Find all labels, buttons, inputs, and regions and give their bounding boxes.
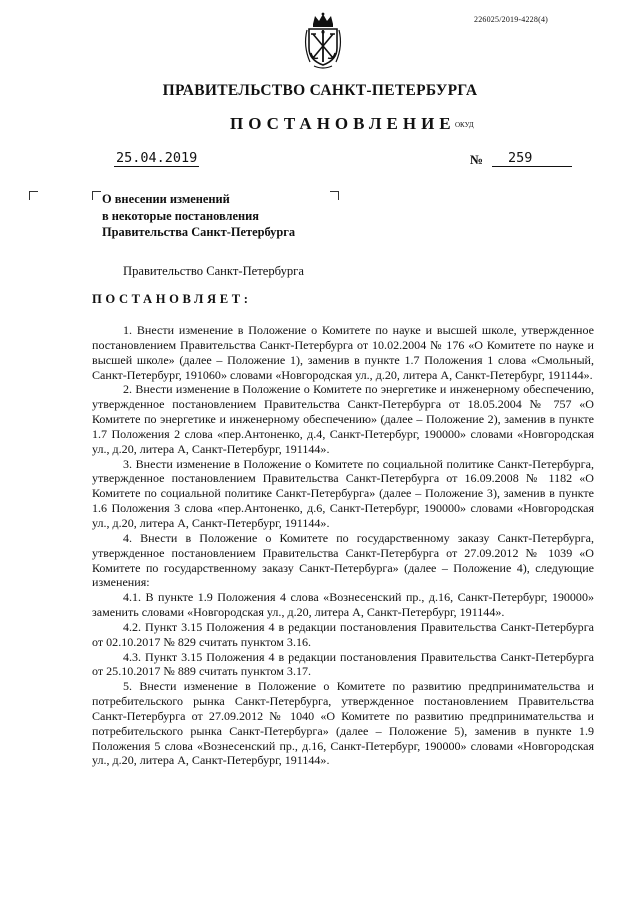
- okud-label: ОКУД: [455, 121, 474, 129]
- document-body: [92, 323, 594, 768]
- paragraph-2: 2. Внести изменение в Положение о Комитете по энергетике и инженерному обеспечению, утвержденное постановлением Правительства Санкт-Петербурга от 18.05.2004 № 757 «О Комитете по энергетике и инженерному обеспечению» (далее – Положение 2), заменив в пункте 1.7 Положения 2 слова «пер.Антоненко, д.4, Санкт-Петербург, 190000» словами «Новгородская ул., д.20, литера А, Санкт-Петербург, 191144».: [92, 382, 594, 456]
- subject-line: в некоторые постановления: [102, 208, 259, 223]
- document-code: 226025/2019-4228(4): [474, 15, 549, 24]
- subject-line: О внесении изменений: [102, 192, 230, 206]
- paragraph-4: 4. Внести в Положение о Комитете по государственному заказу Санкт-Петербурга, утвержденное постановлением Правительства Санкт-Петербурга от 27.09.2012 № 1039 «О Комитете по государственному заказу Санкт-Петербурга» (далее – Положение 4), следующие изменения:: [92, 530, 594, 590]
- document-subject: [102, 191, 295, 241]
- paragraph-4-1: 4.1. В пункте 1.9 Положения 4 слова «Вознесенский пр., д.16, Санкт-Петербург, 190000» заменить словами «Новгородская ул., д.20, литера А, Санкт-Петербург, 191144».: [92, 590, 594, 620]
- subject-corner-left: [92, 191, 101, 200]
- paragraph-4-3: 4.3. Пункт 3.15 Положения 4 в редакции постановления Правительства Санкт-Петербурга от 25.10.2017 № 889 считать пунктом 3.17.: [92, 649, 594, 679]
- paragraph-1: 1. Внести изменение в Положение о Комитете по науке и высшей школе, утвержденное постановлением Правительства Санкт-Петербурга от 10.02.2004 № 176 «О Комитете по науке и высшей школе» (далее – Положение 1), заменив в пункте 1.7 Положения 1 слова «Смольный, Санкт-Петербург, 191060» словами «Новгородская ул., д.20, литера А, Санкт-Петербург, 191144».: [92, 323, 594, 382]
- document-date: 25.04.2019: [116, 150, 198, 166]
- document-number: 259: [492, 150, 572, 167]
- paragraph-4-2: 4.2. Пункт 3.15 Положения 4 в редакции постановления Правительства Санкт-Петербурга от 02.10.2017 № 829 считать пунктом 3.16.: [92, 619, 594, 649]
- subject-corner-right: [330, 191, 339, 200]
- resolves-heading: ПОСТАНОВЛЯЕТ:: [92, 292, 252, 306]
- subject-line: Правительства Санкт-Петербурга: [102, 225, 296, 239]
- paragraph-5: 5. Внести изменение в Положение о Комитете по развитию предпринимательства и потребительского рынка Санкт-Петербурга, утвержденное постановлением Правительства Санкт-Петербурга от 27.09.2012 № 1040 «О Комитете по развитию предпринимательства и потребительского рынка Санкт-Петербурга» (далее – Положение 5), заменив в пункте 1.9 Положения 5 слова «Вознесенский пр., д.16, Санкт-Петербург, 190000» словами «Новгородская ул., д.20, литера А, Санкт-Петербург, 191144».: [92, 679, 594, 768]
- field-corner-left: [29, 191, 38, 200]
- government-title: ПРАВИТЕЛЬСТВО САНКТ-ПЕТЕРБУРГА: [162, 82, 478, 99]
- issuer-line: Правительство Санкт-Петербурга: [123, 264, 304, 278]
- paragraph-3: 3. Внести изменение в Положение о Комитете по социальной политике Санкт-Петербурга, утвержденное постановлением Правительства Санкт-Петербурга от 16.09.2008 № 1182 «О Комитете по социальной политике Санкт-Петербурга» (далее – Положение 3), заменив в пункте 1.6 Положения 3 слова «пер.Антоненко, д.6, Санкт-Петербург, 190000» словами «Новгородская ул., д.20, литера А, Санкт-Петербург, 191144».: [92, 456, 594, 530]
- number-label: №: [470, 152, 484, 167]
- document-type-title: ПОСТАНОВЛЕНИЕ: [230, 114, 456, 133]
- coat-of-arms-icon: [300, 12, 346, 70]
